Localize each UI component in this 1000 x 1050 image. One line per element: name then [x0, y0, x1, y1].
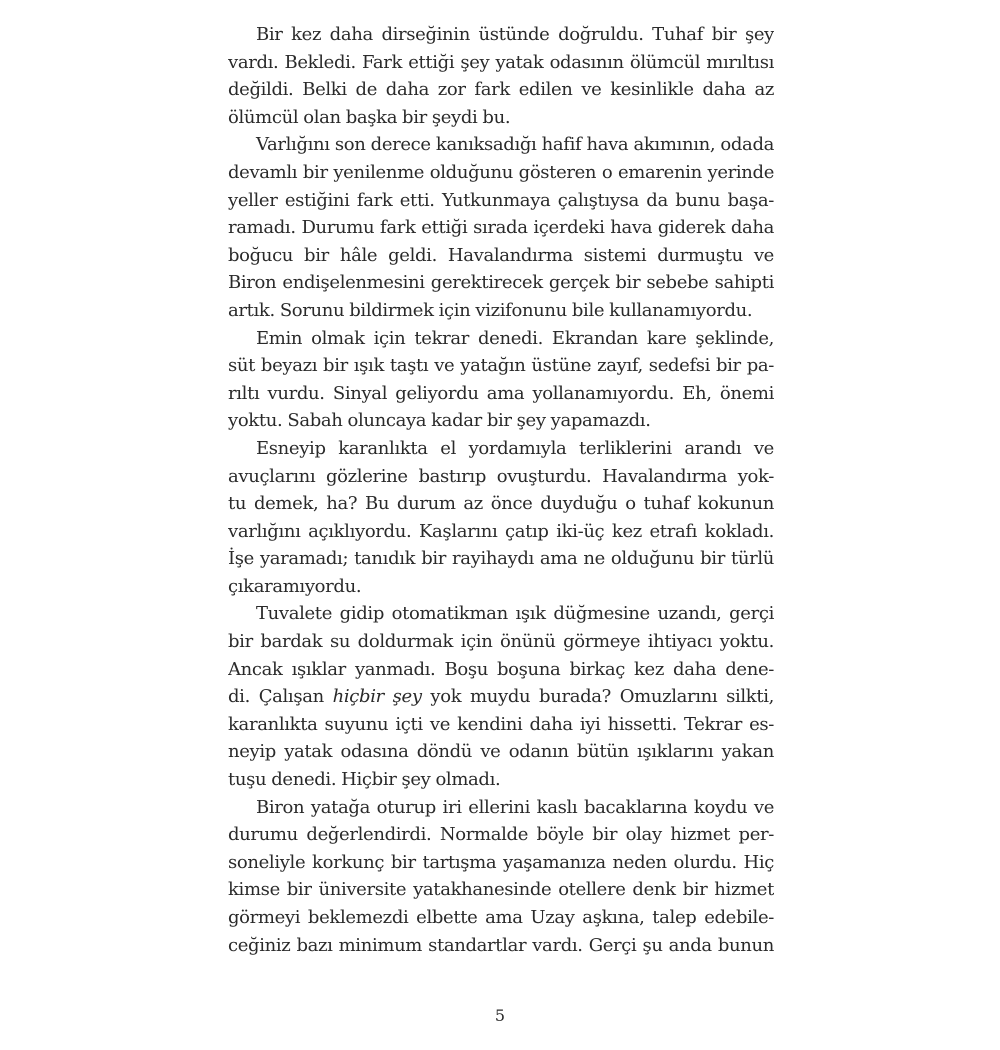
text-fragment: yok muydu burada? Omuzlarını silkti,: [421, 686, 774, 708]
text-line: Biron yatağa oturup iri ellerini kaslı bacaklarına koydu ve: [256, 796, 774, 818]
text-line: rıltı vurdu. Sinyal geliyordu ama yollanamıyordu. Eh, önemi: [228, 382, 774, 404]
text-line: Esneyip karanlıkta el yordamıyla terliklerini arandı ve: [256, 437, 774, 459]
text-line: İşe yaramadı; tanıdık bir rayihaydı ama ne olduğunu bir türlü: [228, 548, 774, 570]
text-line: boğucu bir hâle geldi. Havalandırma sistemi durmuştu ve: [228, 244, 774, 266]
text-line: Emin olmak için tekrar denedi. Ekrandan kare şeklinde,: [256, 327, 774, 349]
text-line: görmeyi beklemezdi elbette ama Uzay aşkına, talep edebile-: [228, 907, 774, 928]
text-line: Bir kez daha dirseğinin üstünde doğruldu. Tuhaf bir şey: [256, 24, 774, 45]
text-line: süt beyazı bir ışık taştı ve yatağın üstüne zayıf, sedefsi bir pa-: [228, 355, 774, 377]
text-line: ölümcül olan başka bir şeydi bu.: [228, 106, 511, 128]
text-line: çıkaramıyordu.: [228, 575, 362, 597]
text-line: değildi. Belki de daha zor fark edilen ve kesinlikle daha az: [228, 79, 774, 101]
text-line: tu demek, ha? Bu durum az önce duyduğu o tuhaf kokunun: [228, 493, 774, 515]
text-line: avuçlarını gözlerine bastırıp ovuşturdu. Havalandırma yok-: [228, 465, 774, 487]
text-line: Tuvalete gidip otomatikman ışık düğmesine uzandı, gerçi: [256, 603, 774, 625]
text-line: devamlı bir yenilenme olduğunu gösteren o emarenin yerinde: [228, 161, 774, 183]
text-line: neyip yatak odasına döndü ve odanın bütün ışıklarını yakan: [228, 741, 774, 763]
emphasis-text: hiçbir şey: [332, 686, 422, 708]
body-text: [228, 21, 774, 959]
text-line: ramadı. Durumu fark ettiği sırada içerdeki hava giderek daha: [228, 217, 774, 239]
text-line: [228, 683, 774, 711]
page-number: 5: [494, 1006, 506, 1025]
text-line: kimse bir üniversite yatakhanesinde otellere denk bir hizmet: [228, 879, 774, 901]
text-line: ceğiniz bazı minimum standartlar vardı. Gerçi şu anda bunun: [228, 934, 774, 956]
text-line: yoktu. Sabah oluncaya kadar bir şey yapamazdı.: [228, 410, 651, 432]
text-line: artık. Sorunu bildirmek için vizifonunu bile kullanamıyordu.: [228, 299, 753, 321]
text-line: Biron endişelenmesini gerektirecek gerçek bir sebebe sahipti: [228, 272, 774, 294]
text-line: Ancak ışıklar yanmadı. Boşu boşuna birkaç kez daha dene-: [228, 658, 774, 680]
text-line: soneliyle korkunç bir tartışma yaşamanıza neden olurdu. Hiç: [228, 851, 774, 873]
text-fragment: di. Çalışan: [228, 686, 333, 708]
text-line: Varlığını son derece kanıksadığı hafif hava akımının, odada: [256, 134, 774, 156]
text-line: vardı. Bekledi. Fark ettiği şey yatak odasının ölümcül mırıltısı: [228, 51, 774, 73]
text-line: karanlıkta suyunu içti ve kendini daha iyi hissetti. Tekrar es-: [228, 713, 774, 735]
text-line: durumu değerlendirdi. Normalde böyle bir olay hizmet per-: [228, 824, 774, 846]
text-line: bir bardak su doldurmak için önünü görmeye ihtiyacı yoktu.: [228, 631, 774, 653]
text-line: tuşu denedi. Hiçbir şey olmadı.: [228, 769, 501, 791]
text-line: varlığını açıklıyordu. Kaşlarını çatıp iki-üç kez etrafı kokladı.: [228, 520, 774, 542]
text-line: yeller estiğini fark etti. Yutkunmaya çalıştıysa da bunu başa-: [228, 189, 774, 211]
